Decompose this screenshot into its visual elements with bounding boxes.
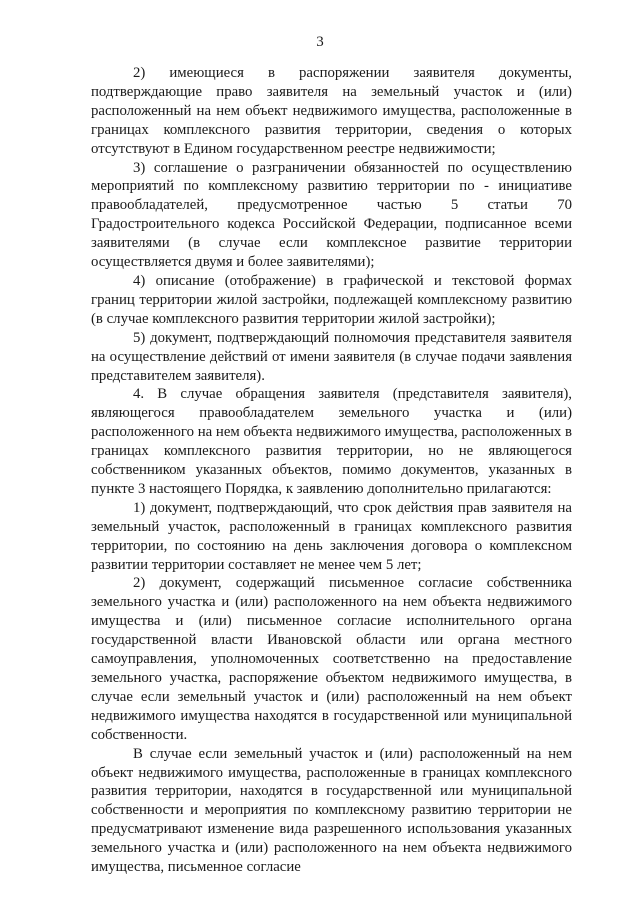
paragraph-clause-4-item-2: 2) документ, содержащий письменное согласие собственника земельного участка и (или) расположенного на нем объекта недвижимого имущества и (или) письменное согласие исполнительного органа государственной власти Ивановской области или органа местного самоуправления, уполномоченных соответственно на предоставление земельного участка, распоряжение объектом недвижимого имущества, в случае если земельный участок и (или) расположенный на нем объект недвижимого имущества находятся в государственной или муниципальной собственности. [91, 575, 572, 743]
paragraph-item-4-description: 4) описание (отображение) в графической и текстовой формах границ территории жилой застройки, подлежащей комплексному развитию (в случае комплексного развития территории жилой застройки); [91, 272, 572, 327]
document-body [91, 64, 572, 877]
paragraph-item-5-representative-document: 5) документ, подтверждающий полномочия представителя заявителя на осуществление действий от имени заявителя (в случае подачи заявления представителем заявителя). [91, 329, 572, 384]
paragraph-item-2-existing-documents: 2) имеющиеся в распоряжении заявителя документы, подтверждающие право заявителя на земельный участок и (или) расположенный на нем объект недвижимого имущества, расположенные в границах комплексного развития территории, сведения о которых отсутствуют в Едином государственном реестре недвижимости; [91, 65, 572, 157]
paragraph-clause-4-item-1: 1) документ, подтверждающий, что срок действия прав заявителя на земельный участок, расположенный в границах комплексного развития территории, по состоянию на день заключения договора о комплексном развитии территории составляет не менее чем 5 лет; [91, 499, 572, 573]
page-number: 3 [316, 34, 324, 50]
paragraph-clause-4: 4. В случае обращения заявителя (представителя заявителя), являющегося правообладателем земельного участка и (или) расположенного на нем объекта недвижимого имущества, расположенных в границах комплексного развития территории, но не являющегося собственником указанных объектов, помимо документов, указанных в пункте 3 настоящего Порядка, к заявлению дополнительно прилагаются: [91, 386, 572, 497]
paragraph-state-property-case: В случае если земельный участок и (или) расположенный на нем объект недвижимого имущества, расположенные в границах комплексного развития территории, находятся в государственной или муниципальной собственности и мероприятия по комплексному развитию территории не предусматривают изменение вида разрешенного использования указанных земельного участка и (или) расположенного на нем объекта недвижимого имущества, письменное согласие [91, 745, 572, 876]
paragraph-item-3-agreement: 3) соглашение о разграничении обязанностей по осуществлению мероприятий по комплексному развитию территории по - инициативе правообладателей, предусмотренное частью 5 статьи 70 Градостроительного кодекса Российской Федерации, подписанное всеми заявителями (в случае если комплексное развитие территории осуществляется двумя и более заявителями); [91, 159, 572, 271]
